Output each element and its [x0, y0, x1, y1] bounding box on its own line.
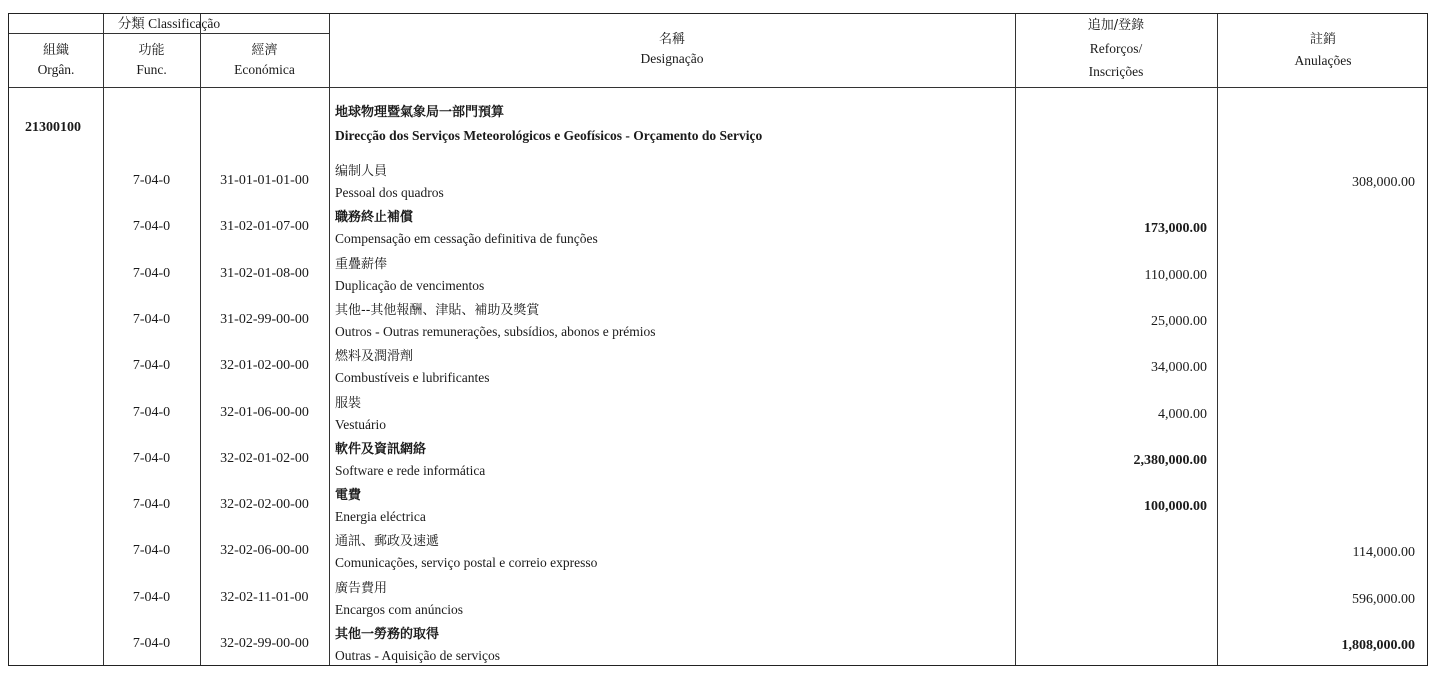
item-name-pt: Compensação em cessação definitiva de funções: [335, 231, 598, 247]
func-code: 7-04-0: [132, 589, 171, 605]
col-divider-econ: [329, 14, 330, 665]
func-code: 7-04-0: [132, 219, 171, 235]
func-code: 7-04-0: [132, 450, 171, 466]
item-name-zh: 其他一勞務的取得: [335, 627, 440, 642]
reinforce-amount: 100,000.00: [1144, 499, 1207, 515]
item-name-pt: Outros - Outras remunerações, subsídios, abonos e prémios: [335, 323, 656, 339]
func-code: 7-04-0: [132, 497, 171, 513]
col-divider-func: [200, 14, 201, 665]
section-title-zh: 地球物理暨氣象局一部門預算: [335, 105, 505, 120]
item-name-zh: 通訊、郵政及速遞: [335, 534, 440, 550]
item-name-zh: 軟件及資訊網絡: [335, 441, 427, 457]
econ-code: 32-02-02-00-00: [220, 497, 309, 513]
func-code: 7-04-0: [132, 636, 171, 651]
item-name-pt: Energia eléctrica: [335, 509, 426, 525]
reinforce-header-pt1: Reforços/: [1089, 41, 1143, 56]
designation-header-zh: 名稱: [658, 32, 685, 47]
col-divider-organ: [103, 14, 104, 665]
reinforce-amount: 25,000.00: [1151, 313, 1207, 329]
econ-code: 31-02-01-08-00: [220, 265, 309, 281]
reinforce-amount: 34,000.00: [1151, 360, 1207, 376]
item-name-zh: 服裝: [335, 395, 362, 411]
item-name-zh: 其他--其他報酬、津貼、補助及獎賞: [335, 302, 540, 318]
classification-underline: [9, 33, 329, 34]
item-name-zh: 職務終止補償: [335, 210, 414, 226]
reinforce-amount: 2,380,000.00: [1133, 452, 1207, 468]
func-code: 7-04-0: [132, 173, 171, 188]
econ-code: 32-02-11-01-00: [220, 589, 309, 605]
item-name-zh: 重疊薪俸: [335, 256, 388, 272]
header-bottom-line: [9, 87, 1427, 88]
econ-header-pt: Económica: [234, 62, 295, 77]
econ-code: 32-02-99-00-00: [220, 636, 309, 651]
econ-code: 31-02-01-07-00: [220, 219, 309, 235]
cancel-amount: 308,000.00: [1352, 175, 1415, 190]
econ-code: 32-02-06-00-00: [220, 543, 309, 559]
func-code: 7-04-0: [132, 404, 171, 420]
reinforce-header-pt2: Inscrições: [1088, 64, 1144, 79]
cancel-header-pt: Anulações: [1294, 53, 1352, 68]
organ-code: 21300100: [25, 120, 81, 135]
func-code: 7-04-0: [132, 543, 171, 559]
econ-header-zh: 經濟: [251, 43, 278, 58]
reinforce-amount: 173,000.00: [1144, 221, 1207, 237]
item-name-pt: Vestuário: [335, 416, 386, 432]
item-name-zh: 燃料及潤滑劑: [335, 349, 414, 365]
func-code: 7-04-0: [132, 358, 171, 374]
item-name-pt: Software e rede informática: [335, 462, 486, 478]
cancel-amount: 596,000.00: [1352, 591, 1415, 607]
item-name-pt: Outras - Aquisição de serviços: [335, 648, 500, 663]
cancel-amount: 1,808,000.00: [1341, 638, 1415, 653]
econ-code: 32-02-01-02-00: [220, 450, 309, 466]
cancel-header-zh: 註銷: [1309, 32, 1336, 47]
econ-code: 31-02-99-00-00: [220, 311, 309, 327]
reinforce-amount: 110,000.00: [1144, 267, 1207, 283]
item-name-pt: Comunicações, serviço postal e correio expresso: [335, 555, 598, 571]
econ-code: 32-01-02-00-00: [220, 358, 309, 374]
item-name-pt: Combustíveis e lubrificantes: [335, 370, 490, 386]
item-name-zh: 廣告費用: [335, 580, 388, 596]
budget-table: [8, 13, 1428, 666]
col-divider-designation: [1015, 14, 1016, 665]
organ-header-pt: Orgân.: [37, 62, 75, 77]
organ-header-zh: 組織: [42, 43, 69, 58]
func-header-pt: Func.: [136, 62, 167, 77]
item-name-pt: Pessoal dos quadros: [335, 185, 444, 200]
item-name-zh: 编制人員: [335, 164, 388, 179]
cancel-amount: 114,000.00: [1352, 545, 1415, 561]
func-code: 7-04-0: [132, 265, 171, 281]
func-header-zh: 功能: [138, 43, 165, 58]
econ-code: 32-01-06-00-00: [220, 404, 309, 420]
func-code: 7-04-0: [132, 311, 171, 327]
item-name-pt: Duplicação de vencimentos: [335, 277, 485, 293]
item-name-pt: Encargos com anúncios: [335, 601, 463, 617]
econ-code: 31-01-01-01-00: [220, 173, 309, 188]
reinforce-amount: 4,000.00: [1158, 406, 1207, 422]
reinforce-header-zh: 追加/登錄: [1087, 18, 1145, 33]
item-name-zh: 電費: [335, 488, 362, 504]
designation-header-pt: Designação: [640, 51, 704, 66]
col-divider-reinforce: [1217, 14, 1218, 665]
section-title-pt: Direcção dos Serviços Meteorológicos e Geofísicos - Orçamento do Serviço: [335, 128, 763, 143]
classification-header: 分類 Classificação: [117, 16, 221, 31]
